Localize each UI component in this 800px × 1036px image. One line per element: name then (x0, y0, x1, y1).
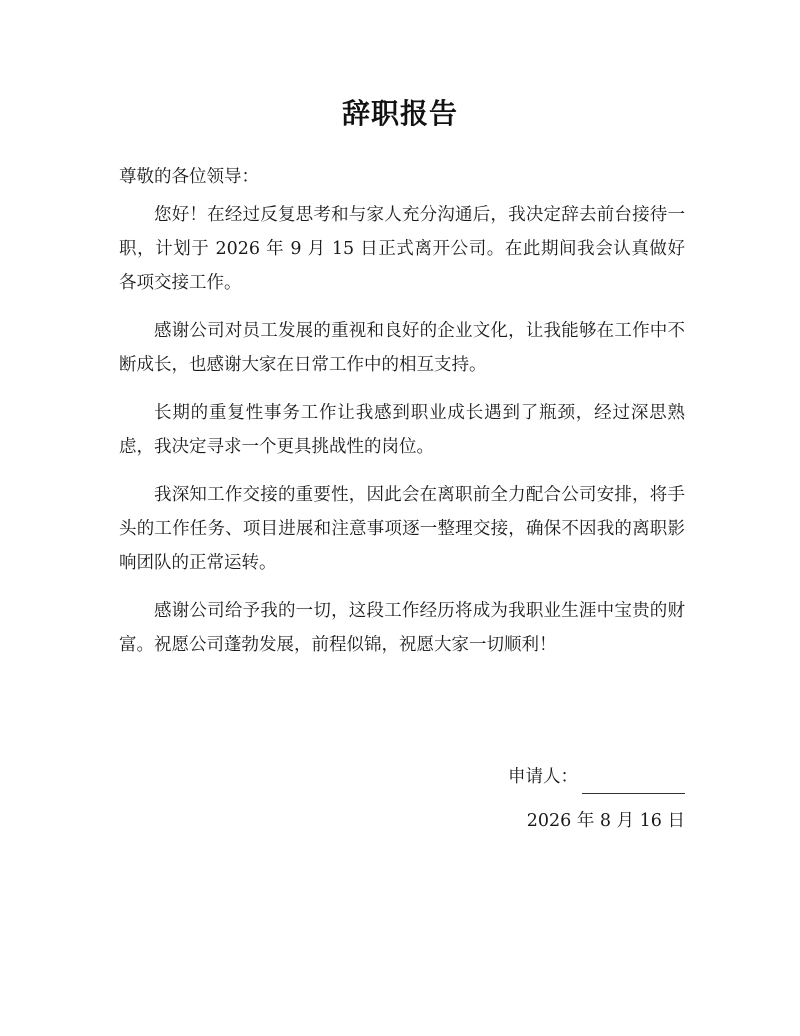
letter-body (119, 160, 685, 676)
paragraph-thanks: 感谢公司对员工发展的重视和良好的企业文化，让我能够在工作中不断成长，也感谢大家在日常工作中的相互支持。 (119, 321, 685, 375)
signature-blank (582, 771, 685, 794)
salutation: 尊敬的各位领导： (119, 167, 259, 187)
applicant-line (385, 760, 685, 794)
signature-date: 2026 年 8 月 16 日 (526, 811, 685, 831)
paragraph-reason: 长期的重复性事务工作让我感到职业成长遇到了瓶颈，经过深思熟虑，我决定寻求一个更具挑战性的岗位。 (119, 403, 685, 457)
paragraph-closing: 感谢公司给予我的一切，这段工作经历将成为我职业生涯中宝贵的财富。祝愿公司蓬勃发展，前程似锦，祝愿大家一切顺利！ (119, 601, 685, 655)
paragraph-greeting: 您好！在经过反复思考和与家人充分沟通后，我决定辞去前台接待一职，计划于 2026 年 9 月 15 日正式离开公司。在此期间我会认真做好各项交接工作。 (119, 205, 685, 293)
paragraph-handover: 我深知工作交接的重要性，因此会在离职前全力配合公司安排，将手头的工作任务、项目进展和注意事项逐一整理交接，确保不因我的离职影响团队的正常运转。 (119, 485, 685, 573)
signature-block (385, 760, 685, 838)
applicant-label: 申请人： (508, 767, 578, 787)
document-title: 辞职报告 (341, 97, 458, 130)
